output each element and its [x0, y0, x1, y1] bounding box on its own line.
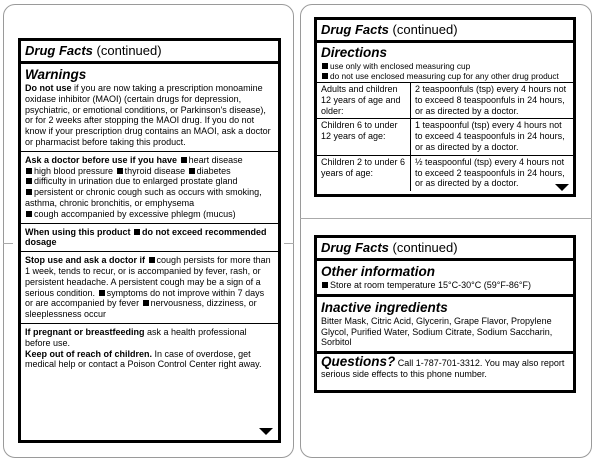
- stop-item: nervousness, dizziness, or sleeplessness occur: [25, 298, 257, 320]
- inactive-text: Bitter Mask, Citric Acid, Glycerin, Grape Flavor, Propylene Glycol, Purified Water, Sodium Citrate, Sodium Saccharin, Sorbitol: [321, 315, 553, 348]
- ask-item: high blood pressure: [34, 165, 114, 176]
- directions-bullets: [321, 61, 569, 81]
- bullet-square-icon: [26, 168, 32, 174]
- ask-doctor-label: Ask a doctor before use if you have: [25, 154, 178, 165]
- ask-item: heart disease: [188, 154, 243, 165]
- pregnant-text: ask a health professional before use.: [25, 326, 247, 348]
- left-drug-facts-header: [21, 41, 278, 64]
- dose-cell: ½ teaspoonful (tsp) every 4 hours not to exceed 2 teaspoonfuls in 24 hours, or as directed by a doctor.: [411, 155, 574, 191]
- do-not-use-label: Do not use: [25, 83, 72, 93]
- table-row: [317, 83, 573, 119]
- age-cell: Adults and children 12 years of age and older:: [317, 83, 411, 119]
- do-not-use-paragraph: [25, 83, 274, 148]
- stop-item: symptoms do not improve within 7 days or are accompanied by fever: [25, 287, 265, 309]
- other-info-panel: [314, 235, 576, 393]
- left-header-title: Drug Facts: [25, 43, 93, 58]
- keep-out-text: In case of overdose, get medical help or contact a Poison Control Center right away.: [25, 348, 262, 370]
- bullet-square-icon: [189, 168, 195, 174]
- bullet-square-icon: [26, 178, 32, 184]
- divider: [21, 223, 278, 224]
- directions-header-title: Drug Facts: [321, 22, 389, 37]
- ask-item: persistent or chronic cough such as occurs with smoking, asthma, chronic bronchitis, or emphysema: [25, 187, 262, 208]
- directions-title: Directions: [321, 45, 388, 60]
- dose-cell: 2 teaspoonfuls (tsp) every 4 hours not to exceed 8 teaspoonfuls in 24 hours, or as directed by a doctor.: [411, 83, 574, 119]
- table-row: [317, 155, 573, 191]
- ask-item: difficulty in urination due to enlarged prostate gland: [34, 176, 238, 187]
- directions-panel: [314, 17, 576, 197]
- table-row: [317, 119, 573, 155]
- bullet-square-icon: [26, 189, 32, 195]
- bullet-square-icon: [117, 168, 123, 174]
- fold-line-right: [300, 218, 592, 219]
- bullet-square-icon: [322, 73, 328, 79]
- questions-text: Call 1-787-701-3312. You may also report serious side effects to this phone number.: [321, 358, 565, 379]
- continue-arrow-icon: [259, 428, 273, 435]
- bullet-square-icon: [322, 282, 328, 288]
- ask-item: diabetes: [196, 165, 231, 176]
- other-info-title: Other information: [321, 264, 435, 279]
- when-using-label: When using this product: [25, 226, 131, 237]
- divider: [21, 151, 278, 152]
- fold-tick-left: [3, 243, 13, 244]
- dosage-table: [317, 82, 573, 191]
- dose-cell: 1 teaspoonful (tsp) every 4 hours not to exceed 4 teaspoonfuls in 24 hours, or as directed by a doctor.: [411, 119, 574, 155]
- directions-drug-facts-header: [317, 20, 573, 43]
- fold-tick-left-inner: [284, 243, 294, 244]
- continue-arrow-icon: [555, 184, 569, 191]
- questions-title: Questions?: [321, 354, 396, 370]
- other-drug-facts-header: [317, 238, 573, 261]
- questions-paragraph: [321, 354, 569, 380]
- bullet-square-icon: [143, 300, 149, 306]
- other-info-text: [321, 280, 569, 291]
- directions-bullet: do not use enclosed measuring cup for any other drug product: [330, 71, 559, 81]
- do-not-use-text: if you are now taking a prescription monoamine oxidase inhibitor (MAOI) (certain drugs for depression, psychiatric, or emotional conditions, or Parkinson's disease), or for 2 weeks after stopping the MAOI drug. If you do not know if your prescription drug contains an MAOI, ask a doctor or pharmacist before taking this product.: [25, 83, 271, 147]
- keep-out-label: Keep out of reach of children.: [25, 348, 153, 359]
- ask-item: cough accompanied by excessive phlegm (mucus): [34, 208, 236, 219]
- other-header-continued: (continued): [392, 240, 458, 255]
- other-header-title: Drug Facts: [321, 240, 389, 255]
- directions-bullet: use only with enclosed measuring cup: [330, 61, 471, 71]
- storage-item: Store at room temperature 15°C-30°C (59°F-86°F): [330, 280, 531, 290]
- bullet-square-icon: [322, 63, 328, 69]
- warnings-panel: [18, 38, 281, 443]
- pregnant-paragraph: [25, 327, 274, 349]
- divider: [21, 251, 278, 252]
- keep-out-paragraph: [25, 349, 274, 371]
- stop-item: cough persists for more than 1 week, tends to recur, or is accompanied by fever, rash, or persistent headache. A persistent cough may be a sign of a serious condition.: [25, 255, 271, 298]
- bullet-square-icon: [99, 290, 105, 296]
- divider: [317, 294, 573, 297]
- bullet-square-icon: [181, 157, 187, 163]
- when-using-item: do not exceed recommended dosage: [25, 226, 267, 248]
- inactive-title: Inactive ingredients: [321, 299, 448, 315]
- age-cell: Children 6 to under 12 years of age:: [317, 119, 411, 155]
- bullet-square-icon: [26, 211, 32, 217]
- bullet-square-icon: [149, 257, 155, 263]
- stop-use-paragraph: [25, 255, 274, 320]
- when-using-paragraph: [25, 227, 274, 249]
- warnings-title: Warnings: [25, 67, 87, 82]
- ask-doctor-paragraph: [25, 155, 274, 220]
- directions-header-continued: (continued): [392, 22, 458, 37]
- divider: [21, 323, 278, 324]
- stop-use-label: Stop use and ask a doctor if: [25, 255, 146, 266]
- age-cell: Children 2 to under 6 years of age:: [317, 155, 411, 191]
- pregnant-label: If pregnant or breastfeeding: [25, 326, 145, 337]
- bullet-square-icon: [134, 229, 140, 235]
- ask-item: thyroid disease: [124, 165, 186, 176]
- left-header-continued: (continued): [96, 43, 162, 58]
